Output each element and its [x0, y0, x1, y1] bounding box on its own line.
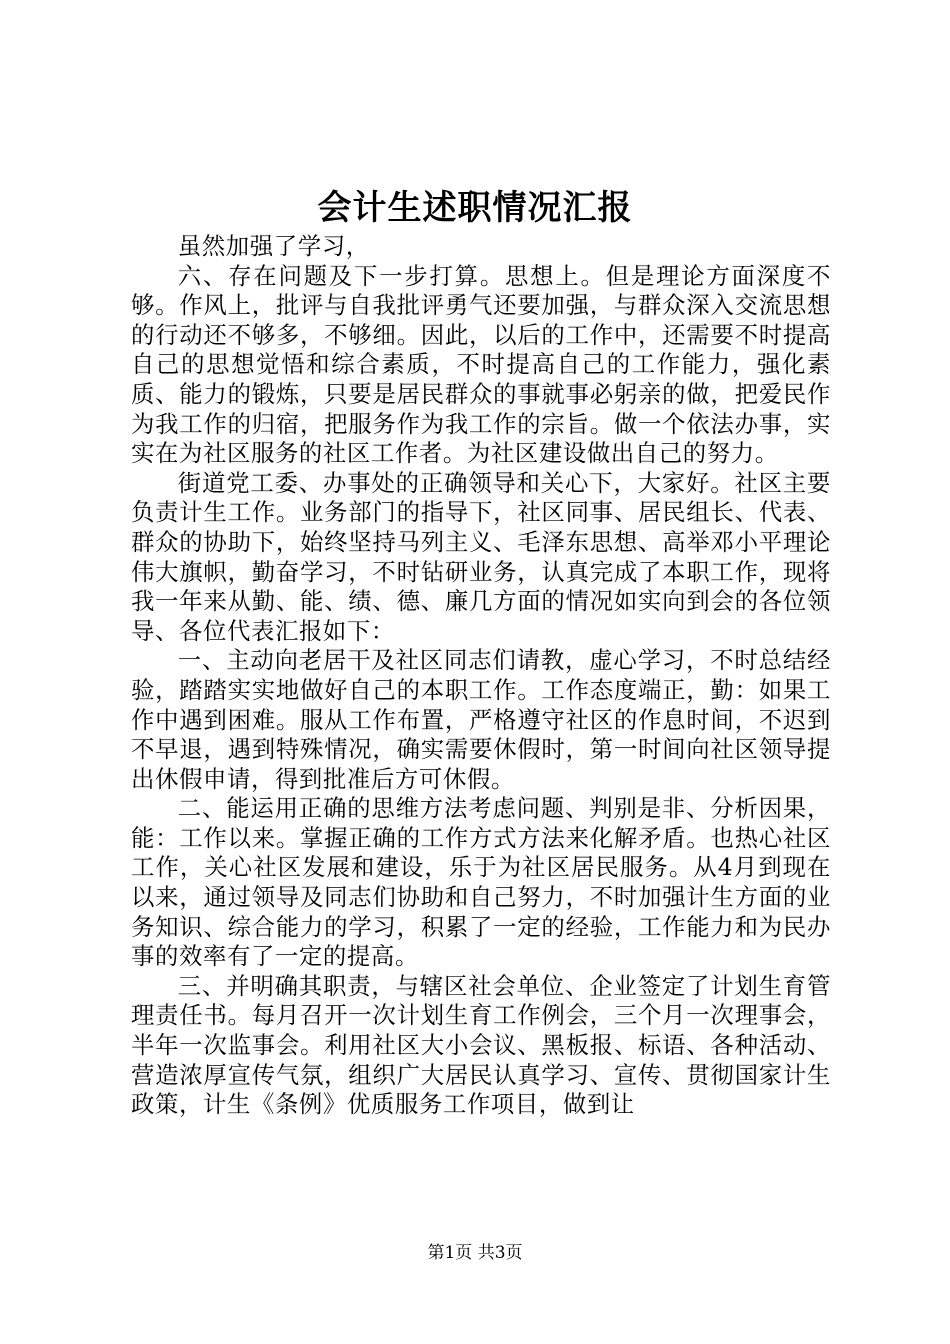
- paragraph: 六、存在问题及下一步打算。思想上。但是理论方面深度不够。作风上，批评与自我批评勇气还要加强，与群众深入交流思想的行动还不够多，不够细。因此，以后的工作中，还需要不时提高自己的思想觉悟和综合素质，不时提高自己的工作能力，强化素质、能力的锻炼，只要是居民群众的事就事必躬亲的做，把爱民作为我工作的归宿，把服务作为我工作的宗旨。做一个依法办事，实实在为社区服务的社区工作者。为社区建设做出自己的努力。: [131, 261, 831, 468]
- page-footer: 第1页 共3页: [427, 1243, 523, 1263]
- document-title: 会计生述职情况汇报: [317, 188, 633, 228]
- paragraph: 三、并明确其职责，与辖区社会单位、企业签定了计划生育管理责任书。每月召开一次计划生育工作例会，三个月一次理事会，半年一次监事会。利用社区大小会议、黑板报、标语、各种活动、营造浓厚宣传气氛，组织广大居民认真学习、宣传、贯彻国家计生政策，计生《条例》优质服务工作项目，做到让: [131, 971, 831, 1119]
- paragraph: 虽然加强了学习，: [177, 232, 370, 260]
- paragraph: 一、主动向老居干及社区同志们请教，虚心学习，不时总结经验，踏踏实实地做好自己的本职工作。工作态度端正，勤：如果工作中遇到困难。服从工作布置，严格遵守社区的作息时间，不迟到不早退，遇到特殊情况，确实需要休假时，第一时间向社区领导提出休假申请，得到批准后方可休假。: [131, 646, 831, 793]
- paragraph: 二、能运用正确的思维方法考虑问题、判别是非、分析因果，能：工作以来。掌握正确的工作方式方法来化解矛盾。也热心社区工作，关心社区发展和建设，乐于为社区居民服务。从4月到现在以来，通过领导及同志们协助和自己努力，不时加强计生方面的业务知识、综合能力的学习，积累了一定的经验，工作能力和为民办事的效率有了一定的提高。: [131, 794, 831, 971]
- document-body: [131, 232, 831, 1120]
- paragraph: 街道党工委、办事处的正确领导和关心下，大家好。社区主要负责计生工作。业务部门的指导下，社区同事、居民组长、代表、群众的协助下，始终坚持马列主义、毛泽东思想、高举邓小平理论伟大旗帜，勤奋学习，不时钻研业务，认真完成了本职工作，现将我一年来从勤、能、绩、德、廉几方面的情况如实向到会的各位领导、各位代表汇报如下：: [131, 468, 831, 645]
